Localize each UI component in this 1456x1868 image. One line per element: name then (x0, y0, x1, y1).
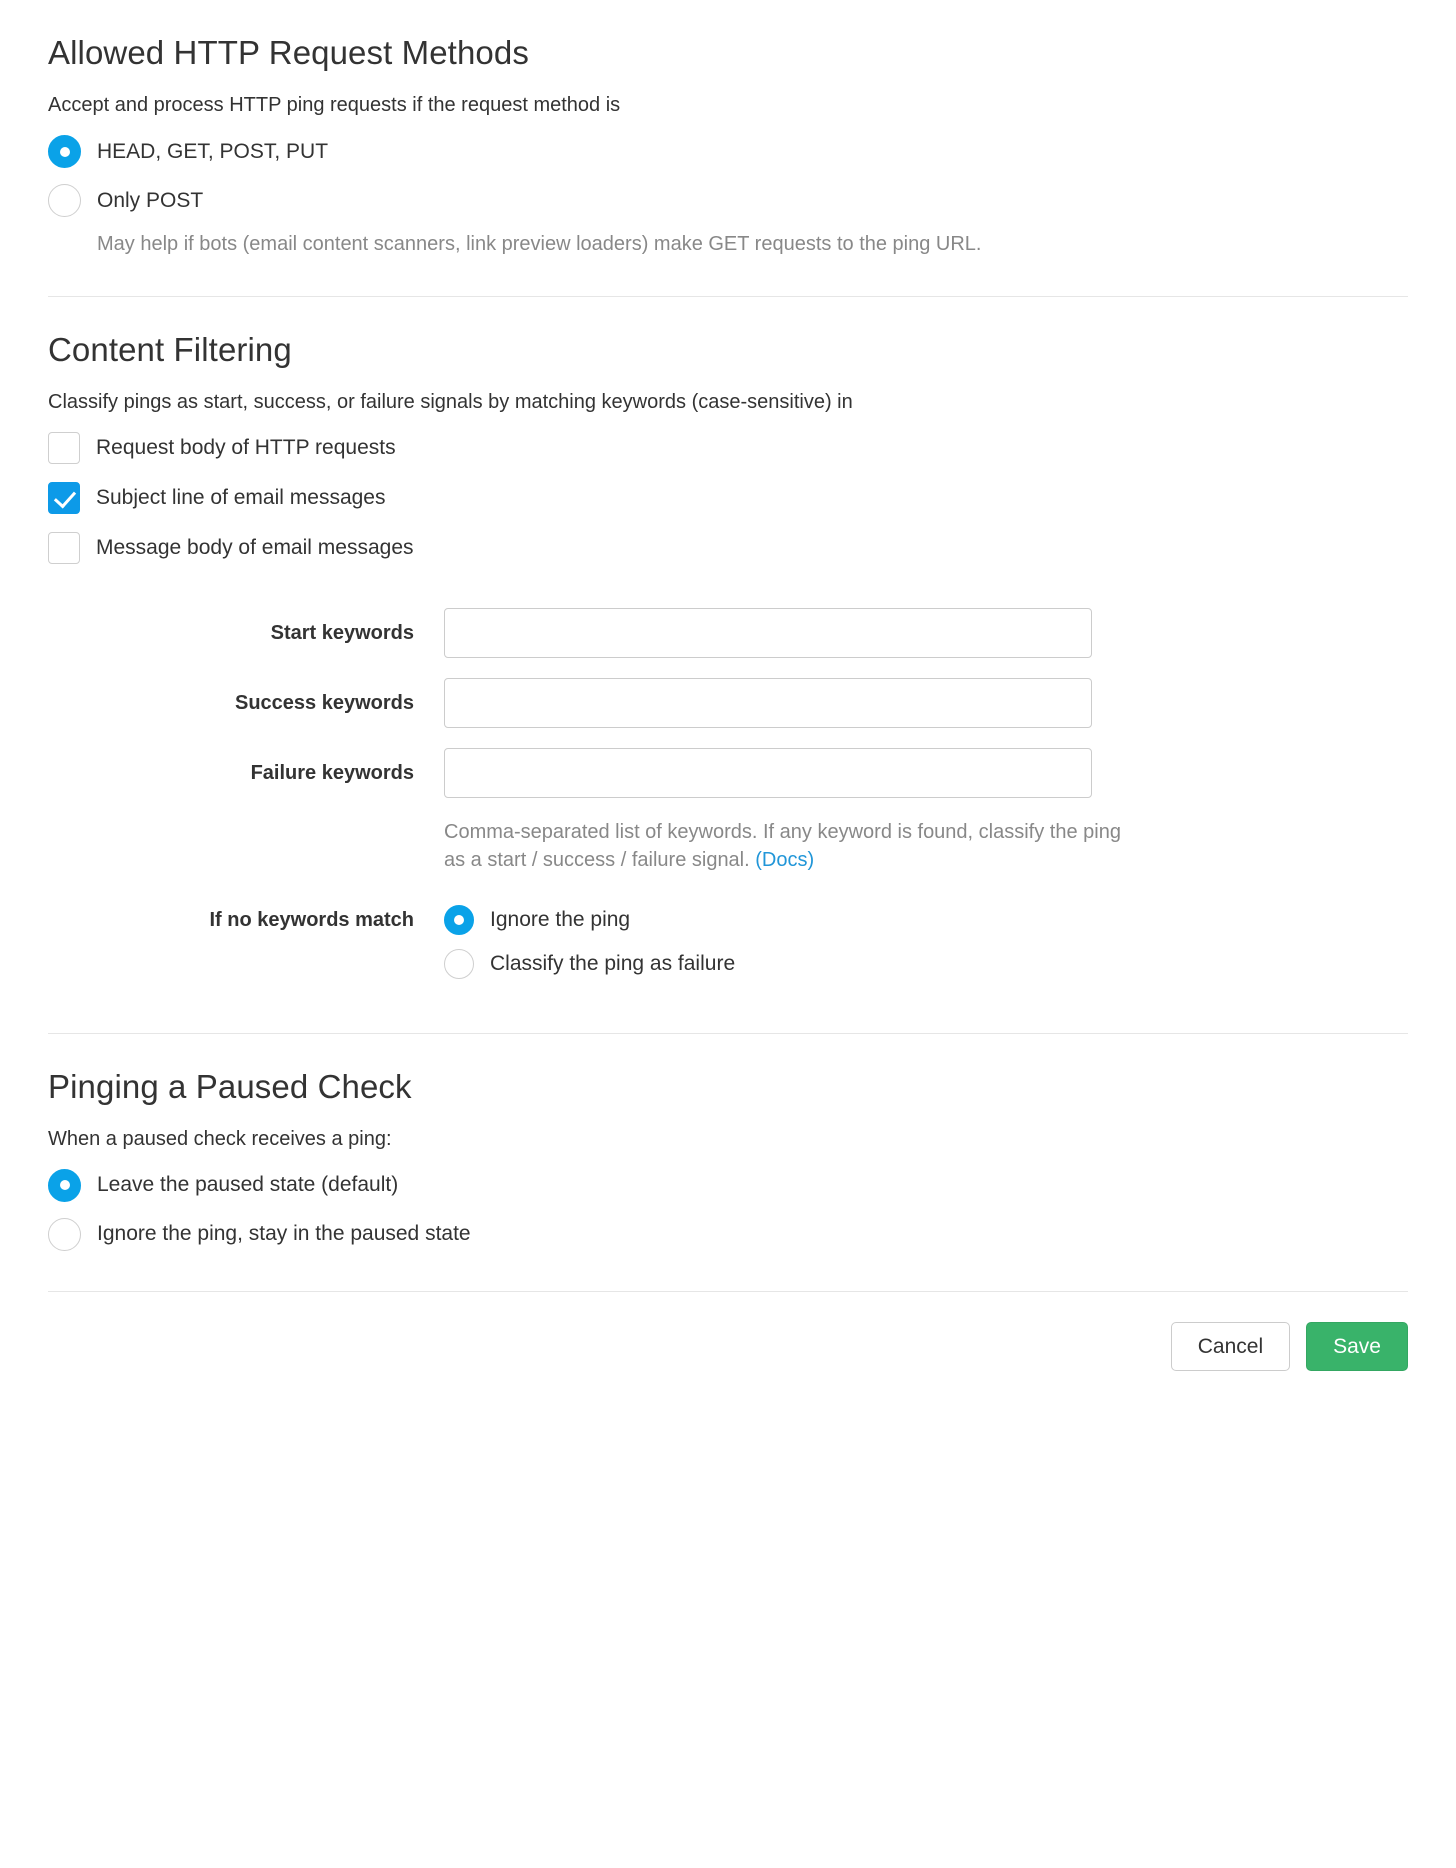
radio-label: Classify the ping as failure (490, 951, 736, 975)
checkbox-option-email-body[interactable] (48, 532, 1408, 564)
no-keywords-match-options (444, 905, 735, 993)
checkbox-icon[interactable] (48, 532, 80, 564)
radio-option-head-get-post-put[interactable] (48, 135, 1408, 168)
failure-keywords-label: Failure keywords (250, 761, 414, 784)
section-pinging-paused-check (48, 1034, 1408, 1292)
radio-label: Ignore the ping, stay in the paused state (97, 1222, 471, 1246)
form-actions (0, 1292, 1456, 1405)
radio-icon-selected[interactable] (48, 1169, 81, 1202)
keywords-help-text (444, 818, 1124, 875)
section-content-filtering (48, 297, 1408, 1034)
radio-option-classify-failure[interactable] (444, 949, 735, 979)
page-title: Allowed HTTP Request Methods (48, 34, 529, 71)
checkbox-icon[interactable] (48, 432, 80, 464)
radio-option-only-post[interactable] (48, 184, 1408, 217)
success-keywords-input[interactable] (444, 678, 1092, 728)
radio-label: Leave the paused state (default) (97, 1173, 399, 1197)
radio-icon[interactable] (48, 184, 81, 217)
methods-description: Accept and process HTTP ping requests if the request method is (48, 94, 621, 116)
content-filtering-description: Classify pings as start, success, or failure signals by matching keywords (case-sensitive) in (48, 391, 853, 413)
radio-icon[interactable] (48, 1218, 81, 1251)
content-filtering-title: Content Filtering (48, 331, 292, 368)
only-post-note: May help if bots (email content scanners, link preview loaders) make GET requests to the ping URL. (97, 233, 982, 255)
radio-option-ignore-ping[interactable] (444, 905, 735, 935)
save-button[interactable]: Save (1306, 1322, 1408, 1371)
field-row-failure-keywords (48, 748, 1408, 798)
keywords-help-body: Comma-separated list of keywords. If any keyword is found, classify the ping as a start / success / failure signal. (444, 821, 1121, 872)
checkbox-label: Subject line of email messages (96, 486, 386, 509)
paused-check-title: Pinging a Paused Check (48, 1067, 412, 1105)
checkbox-option-request-body[interactable] (48, 432, 1408, 464)
failure-keywords-input[interactable] (444, 748, 1092, 798)
paused-check-description: When a paused check receives a ping: (48, 1127, 392, 1150)
checkbox-label: Message body of email messages (96, 536, 414, 559)
radio-option-stay-paused-state[interactable] (48, 1218, 1408, 1251)
radio-icon-selected[interactable] (48, 135, 81, 168)
docs-link[interactable]: (Docs) (755, 849, 815, 872)
start-keywords-input[interactable] (444, 608, 1092, 658)
checkbox-icon-checked[interactable] (48, 482, 80, 514)
radio-label: Ignore the ping (490, 907, 631, 931)
radio-label: HEAD, GET, POST, PUT (97, 139, 329, 163)
success-keywords-label: Success keywords (235, 691, 414, 714)
cancel-button[interactable]: Cancel (1171, 1322, 1290, 1371)
checkbox-option-email-subject[interactable] (48, 482, 1408, 514)
radio-option-leave-paused-state[interactable] (48, 1169, 1408, 1202)
no-keywords-match-group (48, 905, 1408, 993)
radio-label: Only POST (97, 188, 204, 212)
checkbox-label: Request body of HTTP requests (96, 436, 396, 459)
field-row-start-keywords (48, 608, 1408, 658)
section-allowed-http-methods (48, 0, 1408, 297)
no-keywords-match-label: If no keywords match (209, 908, 414, 931)
radio-icon[interactable] (444, 949, 474, 979)
field-row-success-keywords (48, 678, 1408, 728)
start-keywords-label: Start keywords (270, 621, 414, 644)
radio-icon-selected[interactable] (444, 905, 474, 935)
